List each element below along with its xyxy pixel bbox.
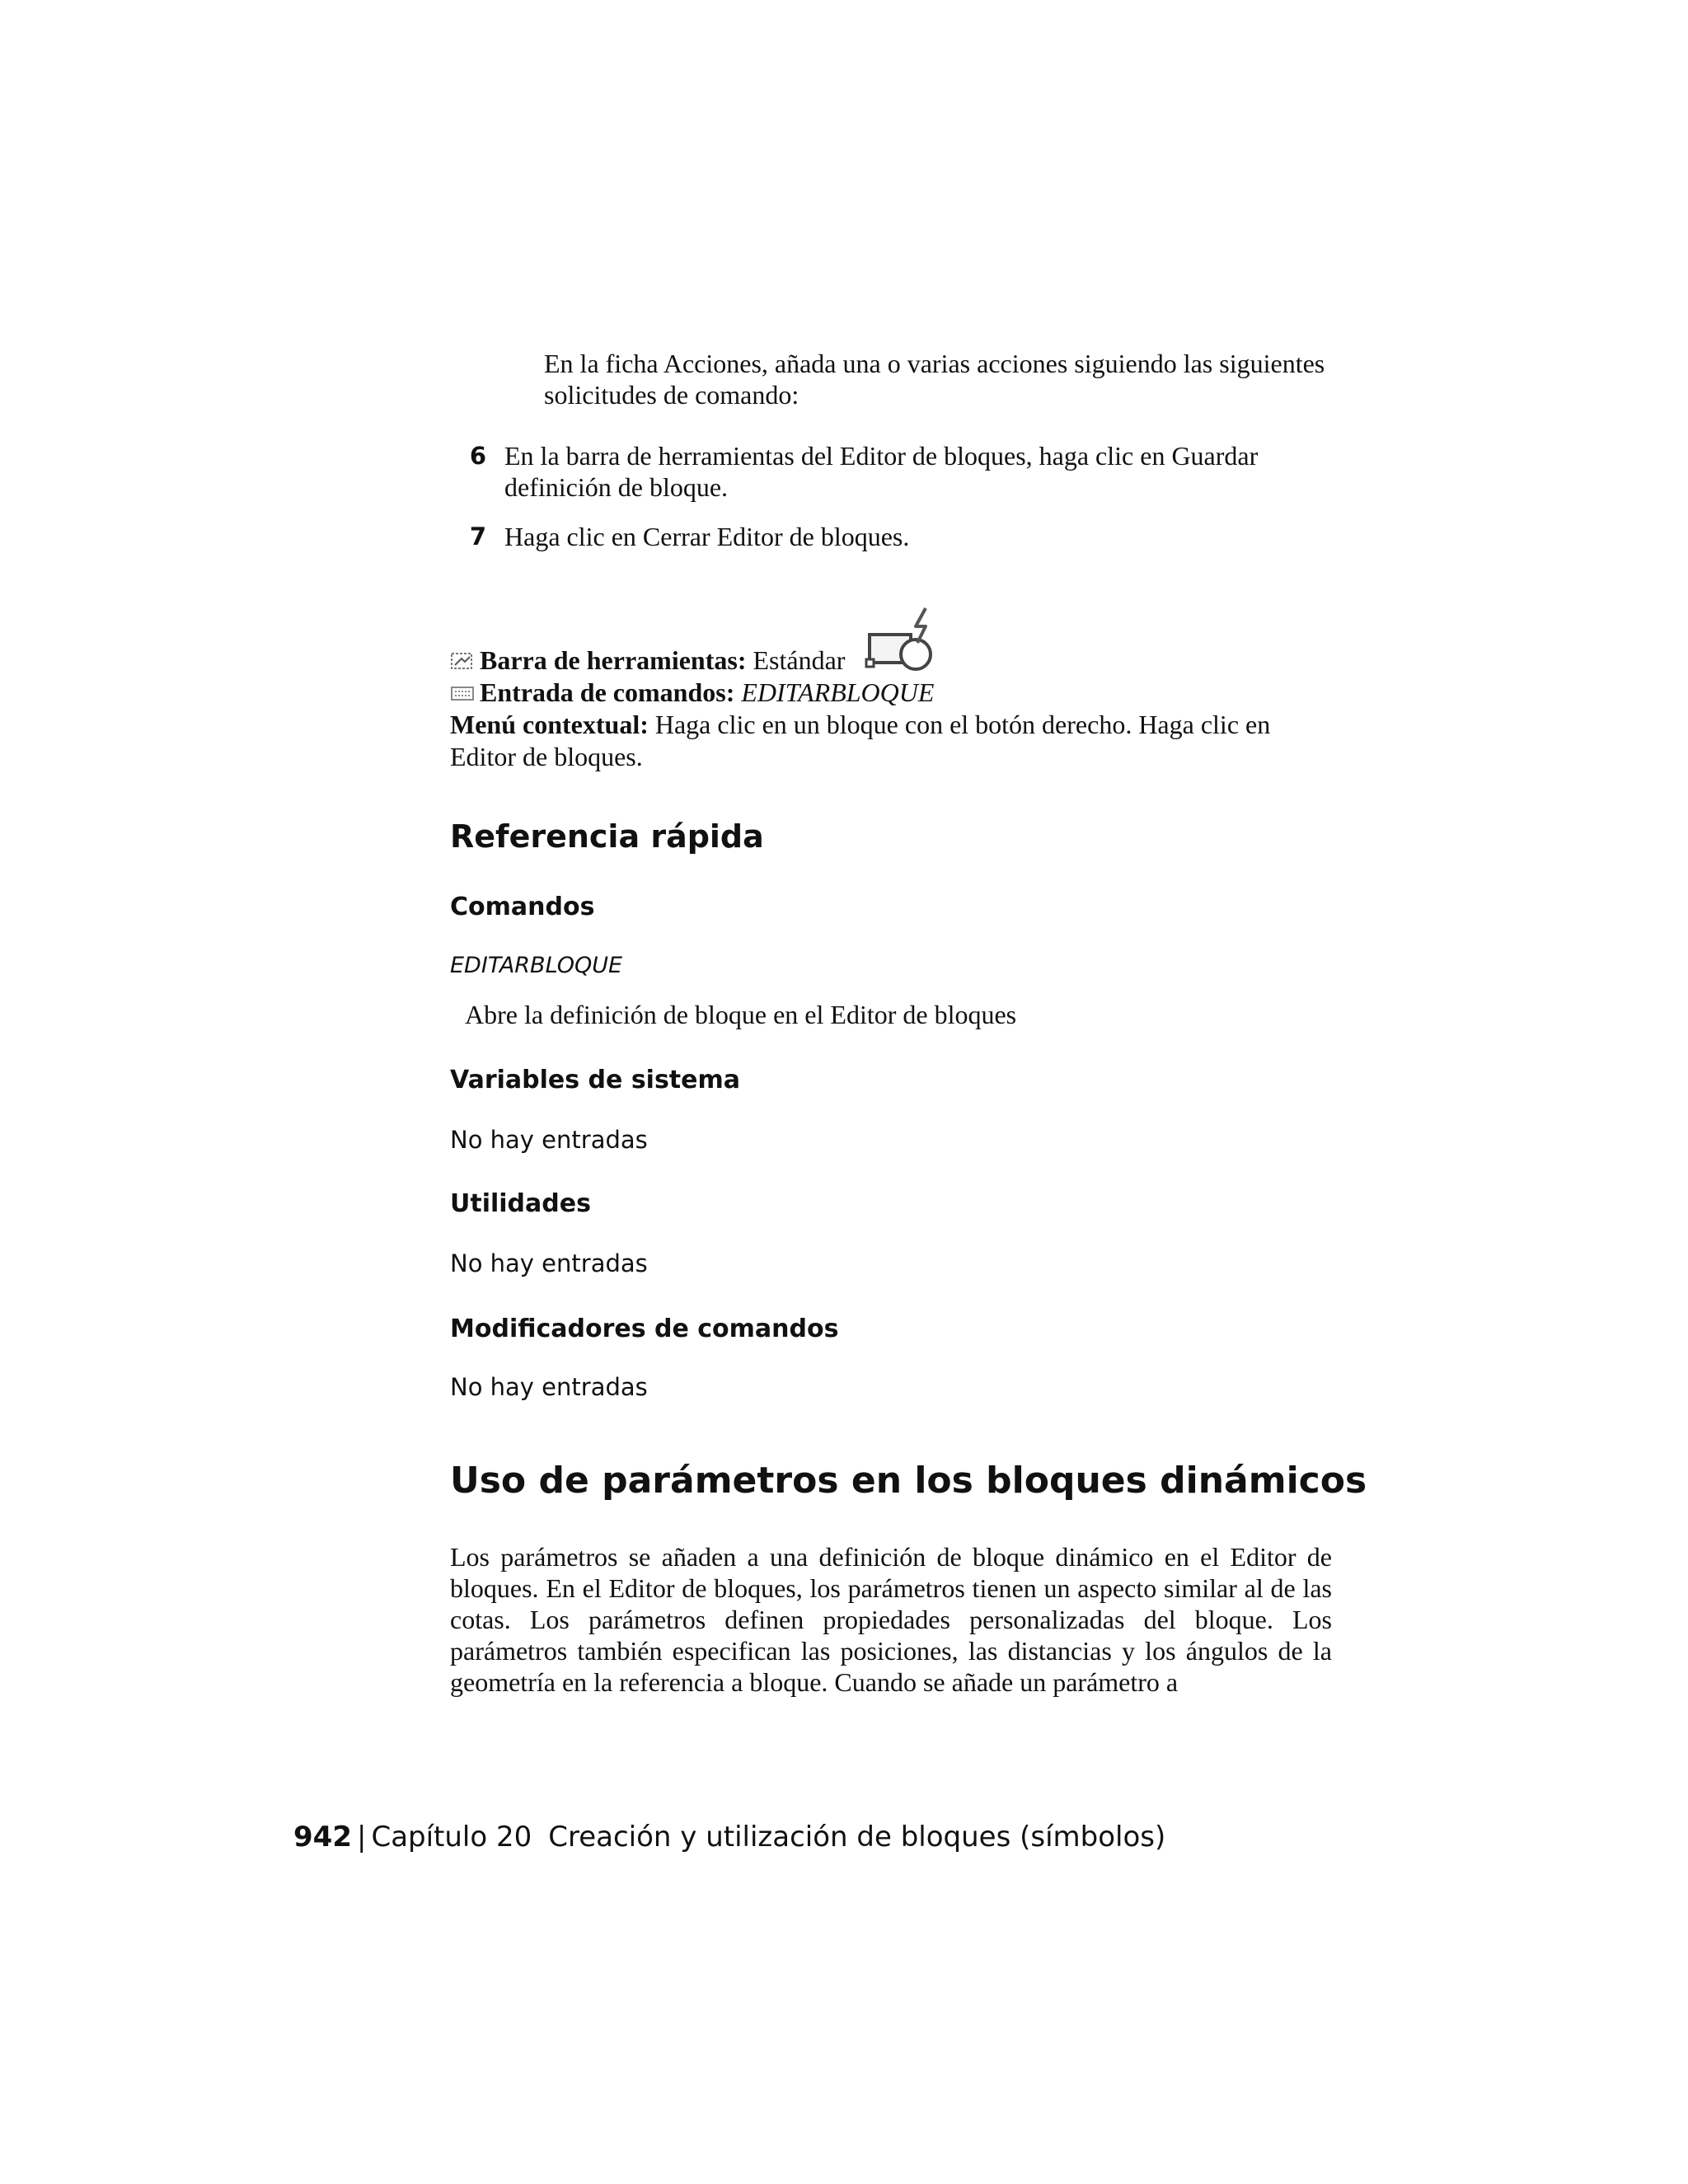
page-number: 942 [293,1821,352,1854]
command-label: Entrada de comandos: [480,677,735,707]
block-editor-icon [865,605,940,674]
command-name: EDITARBLOQUE [450,953,623,978]
commands-heading: Comandos [450,893,595,921]
sysvars-text: No hay entradas [450,1126,648,1154]
page-footer [293,1820,1165,1854]
chapter-title: Creación y utilización de bloques (símbolos) [548,1821,1166,1854]
modifiers-text: No hay entradas [450,1373,648,1401]
context-label: Menú contextual: [450,710,649,739]
step-text: Haga clic en Cerrar Editor de bloques. [504,522,910,551]
context-menu-access [450,709,1340,773]
access-methods [450,643,1340,773]
keyboard-icon [450,683,475,703]
command-access [450,677,1340,709]
toolbar-label: Barra de herramientas: [480,645,747,675]
toolbar-value: Estándar [753,645,846,675]
section-heading: Uso de parámetros en los bloques dinámicos [450,1460,1367,1502]
footer-separator: | [356,1821,367,1854]
step-number: 7 [469,523,486,551]
section-paragraph: Los parámetros se añaden a una definición de bloque dinámico en el Editor de bloques. En el Editor de bloques, los parámetros tienen un aspecto similar al de las cotas. Los parámetros definen propiedades personalizadas del bloque. Los parámetros también especifican las posiciones, las distancias y los ángulos de la geometría en la referencia a bloque. Cuando se añade un parámetro a [450,1542,1332,1697]
modifiers-heading: Modificadores de comandos [450,1315,839,1343]
utilities-text: No hay entradas [450,1249,648,1277]
chapter-label: Capítulo 20 [371,1821,532,1854]
step-7 [462,521,1352,552]
toolbar-icon [450,651,475,671]
utilities-heading: Utilidades [450,1189,591,1218]
command-value: EDITARBLOQUE [741,677,935,707]
context-value: Haga clic en un bloque con el botón derecho. Haga clic en Editor de bloques. [450,710,1271,771]
sysvars-heading: Variables de sistema [450,1066,741,1094]
toolbar-access [450,605,1340,677]
step-6 [462,440,1352,503]
intro-continuation: En la ficha Acciones, añada una o varias acciones siguiendo las siguientes solicitudes de comando: [544,349,1325,410]
quick-reference-heading: Referencia rápida [450,818,764,855]
step-text: En la barra de herramientas del Editor de bloques, haga clic en Guardar definición de bloque. [504,441,1259,502]
step-number: 6 [469,442,486,470]
command-description: Abre la definición de bloque en el Editor de bloques [465,1000,1017,1029]
